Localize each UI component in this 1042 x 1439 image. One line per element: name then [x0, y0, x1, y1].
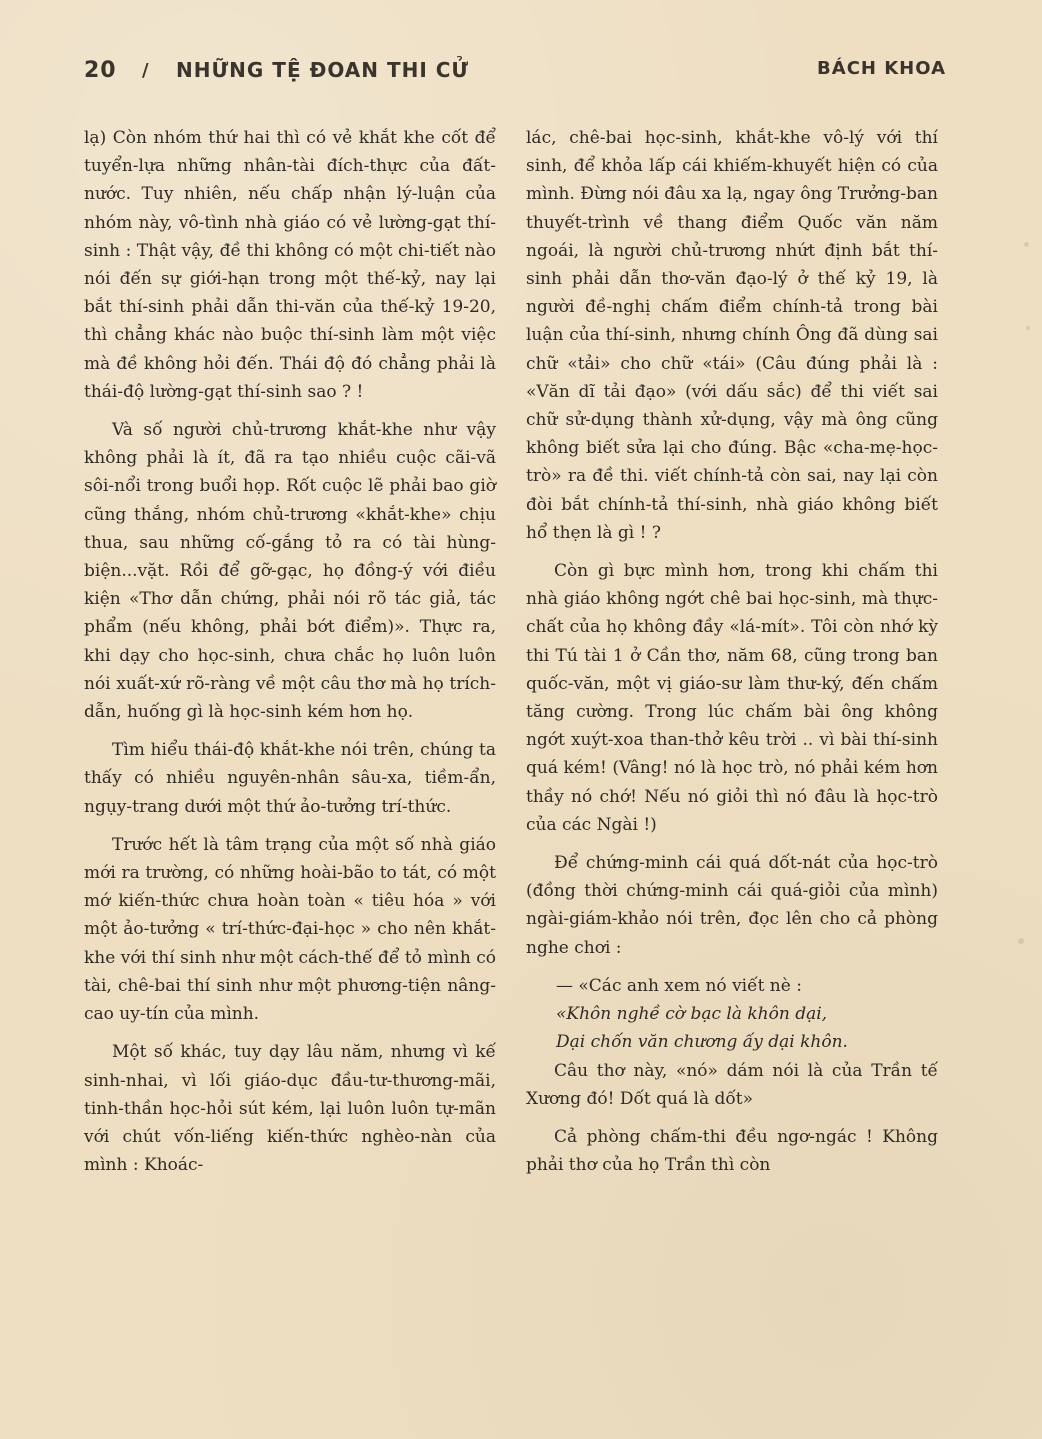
right-column: [526, 124, 938, 1189]
left-paragraph-1: lạ) Còn nhóm thứ hai thì có vẻ khắt khe cốt để tuyển-lựa những nhân-tài đích-thực của đất-nước. Tuy nhiên, nếu chấp nhận lý-luận của nhóm này, vô-tình nhà giáo có vẻ lường-gạt thí-sinh : Thật vậy, đề thi không có một chi-tiết nào nói đến sự giới-hạn trong một thế-kỷ, nay lại bắt thí-sinh phải dẫn thi-văn của thế-kỷ 19-20, thì chẳng khác nào buộc thí-sinh làm một việc mà đề không hỏi đến. Thái độ đó chẳng phải là thái-độ lường-gạt thí-sinh sao ? !: [84, 128, 496, 402]
paper-spot-3: [1018, 938, 1024, 944]
right-paragraph-1: lác, chê-bai học-sinh, khắt-khe vô-lý với thí sinh, để khỏa lấp cái khiếm-khuyết hiện có của mình. Đừng nói đâu xa lạ, ngay ông Trưởng-ban thuyết-trình về thang điểm Quốc văn năm ngoái, là người chủ-trương nhứt định bắt thí-sinh phải dẫn thơ-văn đạo-lý ở thế kỷ 19, là người đề-nghị chấm điểm chính-tả trong bài luận của thí-sinh, nhưng chính Ông đã dùng sai chữ «tải» cho chữ «tái» (Câu đúng phải là : «Văn dĩ tải đạo» (với dấu sắc) để thi viết sai chữ sử-dụng thành xử-dụng, vậy mà ông cũng không biết sửa lại cho đúng. Bậc «cha-mẹ-học-trò» ra đề thi. viết chính-tả còn sai, nay lại còn đòi bắt chính-tả thí-sinh, nhà giáo không biết hổ thẹn là gì ! ?: [526, 128, 938, 543]
right-paragraph-2: Còn gì bực mình hơn, trong khi chấm thi nhà giáo không ngớt chê bai học-sinh, mà thực-chất của họ không đầy «lá-mít». Tôi còn nhớ kỳ thi Tú tài 1 ở Cần thơ, năm 68, cũng trong ban quốc-văn, một vị giáo-sư làm thư-ký, đến chấm tăng cường. Trong lúc chấm bài ông không ngớt xuýt-xoa than-thở kêu trời .. vì bài thí-sinh quá kém! (Vâng! nó là học trò, nó phải kém hơn thầy nó chớ! Nếu nó giỏi thì nó đâu là học-trò của các Ngài !): [526, 561, 938, 835]
quote-intro: — «Các anh xem nó viết nè :: [556, 975, 802, 996]
page-header: [84, 58, 946, 90]
left-column: [84, 124, 496, 1189]
right-paragraph-4: Câu thơ này, «nó» dám nói là của Trần tế Xương đó! Dốt quá là dốt»: [526, 1060, 938, 1109]
left-paragraph-3: Tìm hiểu thái-độ khắt-khe nói trên, chúng ta thấy có nhiều nguyên-nhân sâu-xa, tiềm-ẩn, ngụy-trang dưới một thứ ảo-tưởng trí-thức.: [84, 740, 496, 817]
publication-name: BÁCH KHOA: [817, 58, 946, 79]
right-paragraph-5: Cả phòng chấm-thi đều ngơ-ngác ! Không phải thơ của họ Trần thì còn: [526, 1126, 938, 1176]
running-title: NHỮNG TỆ ĐOAN THI CỬ: [176, 58, 470, 82]
right-paragraph-3: Để chứng-minh cái quá dốt-nát của học-trò (đồng thời chứng-minh cái quá-giỏi của mình) ngài-giám-khảo nói trên, đọc lên cho cả phòng nghe chơi :: [526, 853, 938, 958]
header-separator: /: [142, 60, 150, 81]
paper-spot-1: [1024, 242, 1029, 247]
page-number: 20: [84, 58, 117, 83]
left-paragraph-4: Trước hết là tâm trạng của một số nhà giáo mới ra trường, có những hoài-bão to tát, có một mớ kiến-thức chưa hoàn toàn « tiêu hóa » với một ảo-tưởng « trí-thức-đại-học » cho nên khắt-khe với thí sinh như một cách-thế để tỏ mình có tài, chê-bai thí sinh như một phương-tiện nâng-cao uy-tín của mình.: [84, 834, 496, 1025]
verse-line-1: «Khôn nghề cờ bạc là khôn dại,: [556, 1004, 828, 1025]
paper-spot-2: [1026, 326, 1030, 330]
left-paragraph-2: Và số người chủ-trương khắt-khe như vậy không phải là ít, đã ra tạo nhiều cuộc cãi-vã sôi-nổi trong buổi họp. Rốt cuộc lẽ phải bao giờ cũng thắng, nhóm chủ-trương «khắt-khe» chịu thua, sau những cố-gắng tỏ ra có tài hùng-biện...vặt. Rồi để gỡ-gạc, họ đồng-ý với điều kiện «Thơ dẫn chứng, phải nói rõ tác giả, tác phẩm (nếu không, phải bớt điểm)». Thực ra, khi dạy cho học-sinh, chưa chắc họ luôn luôn nói xuất-xứ rõ-ràng về một câu thơ mà họ trích-dẫn, huống gì là học-sinh kém hơn họ.: [84, 420, 496, 723]
verse-line-2: Dại chốn văn chương ấy dại khôn.: [556, 1032, 848, 1053]
left-paragraph-5: Một số khác, tuy dạy lâu năm, nhưng vì kế sinh-nhai, vì lối giáo-dục đầu-tư-thương-mãi, tinh-thần học-hỏi sút kém, lại luôn luôn tự-mãn với chút vốn-liếng kiến-thức nghèo-nàn của mình : Khoác-: [84, 1042, 496, 1176]
